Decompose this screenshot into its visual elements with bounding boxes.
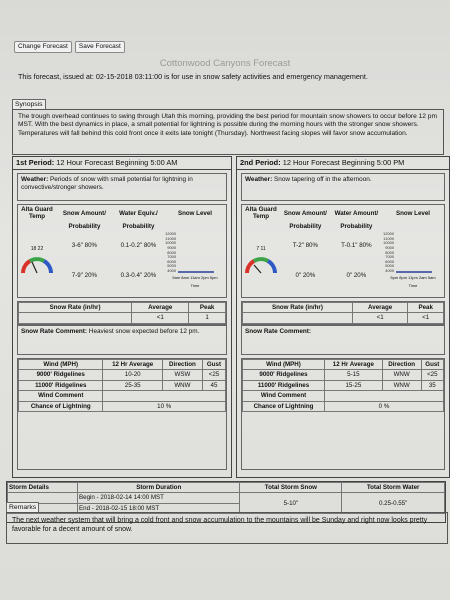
snow-amount-header: Snow Amount/ <box>283 209 327 217</box>
temp-range: 18 22 <box>30 245 44 252</box>
temp-gauge <box>242 231 280 290</box>
wind-table <box>241 358 445 470</box>
period-2-weather <box>241 173 445 201</box>
time-ticks: 5am 8am 11am 2pm 5pm <box>172 275 218 281</box>
period-2-heading <box>237 157 449 170</box>
wind-average: 10-20 <box>103 370 162 380</box>
weather-label: Weather: <box>245 176 273 183</box>
rate-average-header: Average <box>132 303 189 313</box>
comment-text: Heaviest snow expected before 12 pm. <box>88 328 200 335</box>
snow-level-header: Snow Level <box>177 209 213 217</box>
total-snow-header: Total Storm Snow <box>240 483 342 493</box>
snow-level-line <box>176 232 216 274</box>
period-2-label: 2nd Period: <box>240 158 281 167</box>
rate-average: <1 <box>352 313 407 323</box>
rate-average: <1 <box>132 313 189 323</box>
alta-temp-header: Alta Guard Temp <box>245 206 277 221</box>
wind-average-header: 12 Hr Average <box>325 360 383 370</box>
water-amount-row-1: T-0.1" 80% <box>341 242 372 250</box>
time-ticks: 5pm 8pm 11pm 2am 5am <box>390 275 436 281</box>
lightning-value: 10 % <box>103 401 226 411</box>
snow-level-axis: 12000 11000 10000 9000 8000 7000 6000 5000 4000 <box>165 231 177 273</box>
save-forecast-button[interactable]: Save Forecast <box>75 41 125 53</box>
toolbar <box>14 41 125 53</box>
weather-text: Snow tapering off in the afternoon. <box>274 176 372 183</box>
snow-rate-label: Snow Rate (in/hr) <box>243 303 353 313</box>
probability-header: Probability <box>122 222 155 230</box>
rate-peak-header: Peak <box>189 303 226 313</box>
wind-gust: 45 <box>202 380 225 390</box>
total-snow-value: 5-10" <box>240 493 342 514</box>
water-amount-row-2: 0.3-0.4" 20% <box>120 271 157 279</box>
rate-peak-header: Peak <box>408 303 444 313</box>
snow-amount-row-1: 3-6" 80% <box>71 242 98 250</box>
wind-row-label: 11000' Ridgelines <box>243 380 325 390</box>
wind-direction-header: Direction <box>162 360 202 370</box>
wind-average-header: 12 Hr Average <box>103 360 162 370</box>
storm-begin: Begin - 2018-02-14 14:00 MST <box>78 493 240 503</box>
wind-gust: <25 <box>202 370 225 380</box>
wind-gust: <25 <box>421 370 443 380</box>
period-1-heading <box>13 157 231 170</box>
probability-header: Probability <box>340 222 373 230</box>
snow-level-chart <box>382 231 444 290</box>
snow-level-header: Snow Level <box>395 209 431 217</box>
water-amount-row-1: 0.1-0.2" 80% <box>120 242 157 250</box>
wind-direction: WSW <box>162 370 202 380</box>
alta-temp-header: Alta Guard Temp <box>21 206 53 221</box>
total-water-value: 0.25-0.55" <box>342 493 445 514</box>
temp-range: 7 11 <box>256 245 266 252</box>
snow-level-chart <box>164 231 226 290</box>
time-label: Time <box>408 282 418 288</box>
weather-text: Periods of snow with small potential for lightning in convective/stronger showers. <box>21 176 193 191</box>
comment-label: Snow Rate Comment: <box>21 328 88 335</box>
snow-amount-row-2: 0" 20% <box>295 271 316 279</box>
snow-rate-table <box>17 301 227 325</box>
period-1-label: 1st Period: <box>16 158 55 167</box>
snow-rate-comment <box>17 325 227 355</box>
wind-average: 5-15 <box>325 370 383 380</box>
period-2-heading-text: 12 Hour Forecast Beginning 5:00 PM <box>282 158 405 167</box>
wind-table <box>17 358 227 470</box>
rate-peak: 1 <box>189 313 226 323</box>
wind-gust-header: Gust <box>421 360 443 370</box>
period-2-forecast-grid <box>241 204 445 298</box>
wind-direction: WNW <box>382 370 421 380</box>
lightning-value: 0 % <box>325 401 444 411</box>
weather-label: Weather: <box>21 176 49 183</box>
storm-end: End - 2018-02-15 18:00 MST <box>78 503 240 513</box>
storm-duration-header: Storm Duration <box>78 483 240 493</box>
wind-direction: WNW <box>162 380 202 390</box>
probability-header: Probability <box>68 222 101 230</box>
wind-row-label: 9000' Ridgelines <box>19 370 103 380</box>
remarks-text: The next weather system that will bring a cold front and snow accumulation to the mountains will be Sunday and right now looks pretty favorable for a decent amount of snow. <box>6 512 448 544</box>
period-1-forecast-grid <box>17 204 227 298</box>
period-1-weather <box>17 173 227 201</box>
wind-label: Wind (MPH) <box>19 360 103 370</box>
total-water-header: Total Storm Water <box>342 483 445 493</box>
rate-peak: <1 <box>408 313 444 323</box>
storm-details-label: Storm Details <box>8 483 78 493</box>
water-equiv-header: Water Equiv./ <box>119 209 158 217</box>
wind-gust-header: Gust <box>202 360 225 370</box>
wind-direction-header: Direction <box>382 360 421 370</box>
period-2-panel <box>236 156 450 478</box>
period-1-heading-text: 12 Hour Forecast Beginning 5:00 AM <box>56 158 178 167</box>
wind-row-label: 9000' Ridgelines <box>243 370 325 380</box>
lightning-label: Chance of Lightning <box>19 401 103 411</box>
issued-text: This forecast, issued at: 02-15-2018 03:11:00 is for use in snow safety activities and emergency management. <box>18 72 368 81</box>
snow-rate-comment <box>241 325 445 355</box>
snow-rate-table <box>241 301 445 325</box>
wind-comment-label: Wind Comment <box>19 391 103 401</box>
snow-rate-label: Snow Rate (in/hr) <box>19 303 132 313</box>
wind-label: Wind (MPH) <box>243 360 325 370</box>
rate-average-header: Average <box>352 303 407 313</box>
synopsis-text: The trough overhead continues to swing through Utah this morning, providing the best period for mountain snow showers to occur before 12 pm MST. With the best dynamics in place, a small potential for lightning is possible during the morning hours with the stronger snow showers. Temperatures will fall behind this cold front once it exits late tonight (Thursday). Northwest facing slopes will favor snow accumulation. <box>12 109 444 155</box>
water-amount-row-2: 0" 20% <box>346 271 367 279</box>
change-forecast-button[interactable]: Change Forecast <box>14 41 72 53</box>
snow-amount-row-1: T-2" 80% <box>292 242 318 250</box>
wind-comment-label: Wind Comment <box>243 391 325 401</box>
period-1-panel <box>12 156 232 478</box>
lightning-label: Chance of Lightning <box>243 401 325 411</box>
snow-amount-header: Snow Amount/ <box>62 209 106 217</box>
wind-row-label: 11000' Ridgelines <box>19 380 103 390</box>
wind-average: 15-25 <box>325 380 383 390</box>
remarks-label: Remarks <box>6 502 39 513</box>
time-label: Time <box>190 282 200 288</box>
gauge-icon <box>19 253 55 275</box>
gauge-icon <box>243 253 279 275</box>
water-amount-header: Water Amount/ <box>334 209 379 217</box>
probability-header: Probability <box>289 222 322 230</box>
synopsis-label: Synopsis <box>12 99 46 110</box>
snow-level-line <box>394 232 434 274</box>
temp-gauge <box>18 231 56 290</box>
wind-gust: 35 <box>421 380 443 390</box>
wind-average: 25-35 <box>103 380 162 390</box>
snow-amount-row-2: 7-9" 20% <box>71 271 98 279</box>
snow-level-axis: 12000 11000 10000 9000 8000 7000 6000 5000 4000 <box>383 231 395 273</box>
comment-label: Snow Rate Comment: <box>245 328 312 335</box>
wind-direction: WNW <box>382 380 421 390</box>
page-title: Cottonwood Canyons Forecast <box>159 58 291 69</box>
